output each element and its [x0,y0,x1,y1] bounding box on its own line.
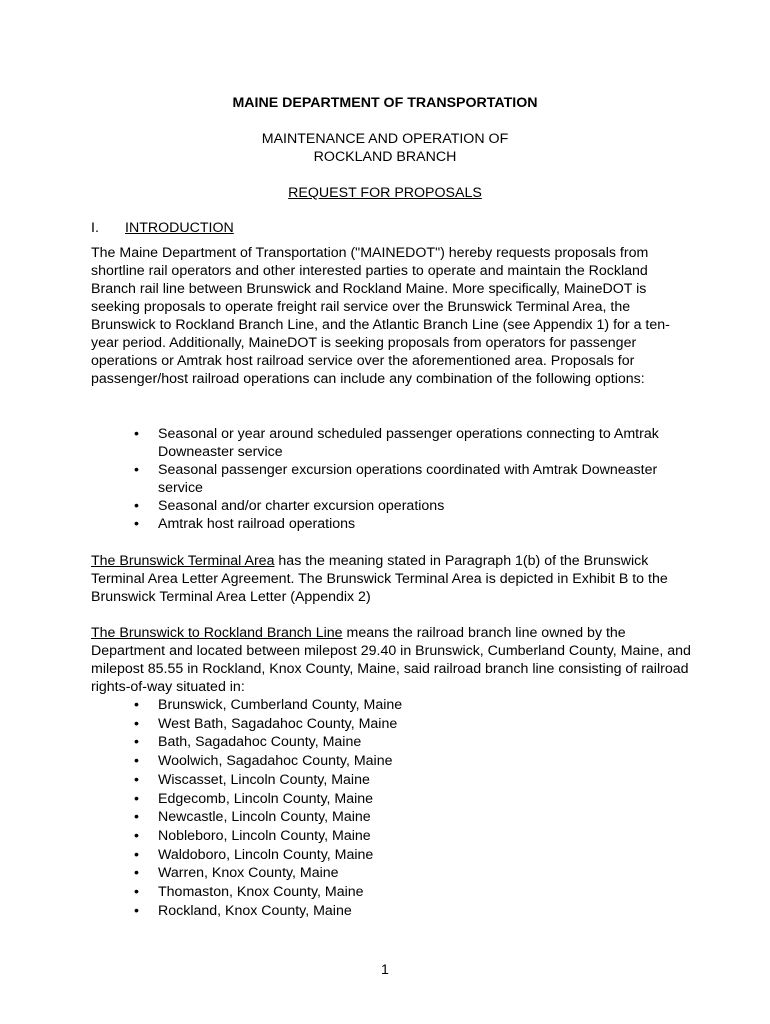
intro-paragraph: The Maine Department of Transportation ("MAINEDOT") hereby requests proposals from shortline rail operators and other interested parties to operate and maintain the Rockland Branch rail line between Brunswick and Rockland Maine. More specifically, MaineDOT is seeking proposals to operate freight rail service over the Brunswick Terminal Area, the Brunswick to Rockland Branch Line, and the Atlantic Branch Line (see Appendix 1) for a ten-year period. Additionally, MaineDOT is seeking proposals from operators for passenger operations or Amtrak host railroad service over the aforementioned area. Proposals for passenger/host railroad operations can include any combination of the following options: [91,245,670,387]
options-list [91,425,691,533]
bullet-icon: • [134,516,139,532]
section-title: INTRODUCTION [125,220,234,236]
list-item: • Seasonal passenger excursion operations coordinated with Amtrak Downeaster service [134,462,658,496]
bullet-icon: • [134,753,139,770]
list-item: • Newcastle, Lincoln County, Maine [134,809,371,826]
branch-line-term: The Brunswick to Rockland Branch Line [91,625,343,641]
document-title: MAINE DEPARTMENT OF TRANSPORTATION [232,95,538,111]
bullet-icon: • [134,790,139,807]
bullet-icon: • [134,846,139,863]
list-item: • Seasonal and/or charter excursion operations [134,498,445,514]
bullet-icon: • [134,715,139,732]
rfp-heading: REQUEST FOR PROPOSALS [288,185,482,201]
bullet-icon: • [134,827,139,844]
list-item: • Thomaston, Knox County, Maine [134,884,364,901]
bullet-icon: • [134,462,139,478]
bullet-icon: • [134,884,139,901]
list-item: • Bath, Sagadahoc County, Maine [134,734,362,751]
section-number: I. [91,220,99,236]
terminal-area-term: The Brunswick Terminal Area [91,553,275,569]
subtitle-line-2: ROCKLAND BRANCH [313,149,457,165]
list-item: • Seasonal or year around scheduled passenger operations connecting to Amtrak Downeaster service [134,426,659,460]
bullet-icon: • [134,697,139,713]
bullet-icon: • [134,809,139,826]
list-item: • Brunswick, Cumberland County, Maine [134,697,403,713]
subtitle-line-1: MAINTENANCE AND OPERATION OF [261,131,509,147]
list-item: • Woolwich, Sagadahoc County, Maine [134,753,393,770]
branch-line-definition: means the railroad branch line owned by the Department and located between milepost 29.40 in Brunswick, Cumberland County, Maine, and milepost 85.55 in Rockland, Knox County, Maine, said railroad branch line consisting of railroad rights-of-way situated in: [91,625,691,695]
bullet-icon: • [134,865,139,882]
locations-list [91,696,691,920]
list-item: • Rockland, Knox County, Maine [134,902,352,919]
bullet-icon: • [134,734,139,751]
list-item: • Nobleboro, Lincoln County, Maine [134,827,371,844]
bullet-icon: • [134,902,139,919]
terminal-area-definition: has the meaning stated in Paragraph 1(b) of the Brunswick Terminal Area Letter Agreement. The Brunswick Terminal Area is depicted in Exhibit B to the Brunswick Terminal Area Letter (Appendix 2) [91,553,668,605]
list-item: • Waldoboro, Lincoln County, Maine [134,846,374,863]
branch-line-paragraph [91,624,691,696]
bullet-icon: • [134,426,139,442]
section-heading [91,219,234,237]
list-item: • Amtrak host railroad operations [134,516,356,532]
bullet-icon: • [134,498,139,514]
page-number: 1 [381,962,389,978]
list-item: • West Bath, Sagadahoc County, Maine [134,715,398,732]
terminal-area-paragraph [91,552,691,606]
bullet-icon: • [134,771,139,788]
list-item: • Edgecomb, Lincoln County, Maine [134,790,374,807]
list-item: • Warren, Knox County, Maine [134,865,339,882]
list-item: • Wiscasset, Lincoln County, Maine [134,771,370,788]
document-subtitle [0,130,770,166]
